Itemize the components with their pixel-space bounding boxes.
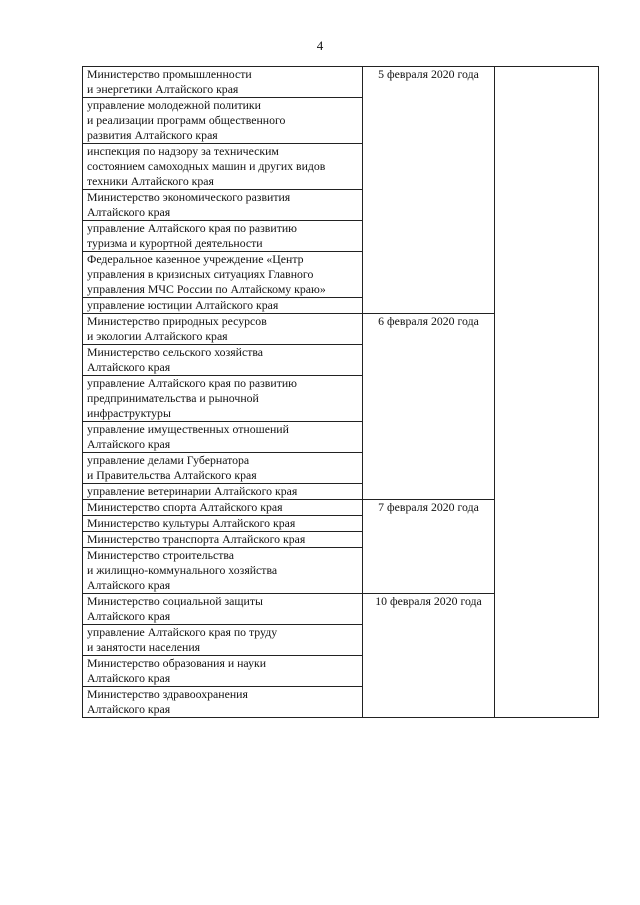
organization-cell: управление Алтайского края по труду и занятости населения (83, 625, 363, 656)
organization-cell: Министерство культуры Алтайского края (83, 516, 363, 532)
organization-cell: управление Алтайского края по развитию предпринимательства и рыночной инфраструктуры (83, 376, 363, 422)
organization-cell: Министерство природных ресурсов и экологии Алтайского края (83, 314, 363, 345)
organization-cell: Министерство образования и науки Алтайского края (83, 656, 363, 687)
schedule-body (83, 67, 599, 718)
organization-cell: Министерство строительства и жилищно-коммунального хозяйства Алтайского края (83, 548, 363, 594)
date-cell: 5 февраля 2020 года (363, 67, 495, 314)
organization-cell: инспекция по надзору за техническим состоянием самоходных машин и других видов техники Алтайского края (83, 144, 363, 190)
date-cell: 7 февраля 2020 года (363, 500, 495, 594)
empty-column-cell (495, 67, 599, 718)
organization-cell: Министерство здравоохранения Алтайского края (83, 687, 363, 718)
organization-cell: Федеральное казенное учреждение «Центр управления в кризисных ситуациях Главного управления МЧС России по Алтайскому краю» (83, 252, 363, 298)
organization-cell: Министерство социальной защиты Алтайского края (83, 594, 363, 625)
organization-cell: управление ветеринарии Алтайского края (83, 484, 363, 500)
organization-cell: Министерство промышленности и энергетики Алтайского края (83, 67, 363, 98)
organization-cell: управление делами Губернатора и Правительства Алтайского края (83, 453, 363, 484)
table-row (83, 67, 599, 98)
organization-cell: Министерство экономического развития Алтайского края (83, 190, 363, 221)
page-number: 4 (316, 38, 324, 53)
date-cell: 6 февраля 2020 года (363, 314, 495, 500)
organization-cell: управление юстиции Алтайского края (83, 298, 363, 314)
organization-cell: Министерство сельского хозяйства Алтайского края (83, 345, 363, 376)
date-cell: 10 февраля 2020 года (363, 594, 495, 718)
organization-cell: управление имущественных отношений Алтайского края (83, 422, 363, 453)
organization-cell: управление молодежной политики и реализации программ общественного развития Алтайского края (83, 98, 363, 144)
schedule-table (82, 66, 599, 718)
organization-cell: Министерство спорта Алтайского края (83, 500, 363, 516)
organization-cell: управление Алтайского края по развитию туризма и курортной деятельности (83, 221, 363, 252)
organization-cell: Министерство транспорта Алтайского края (83, 532, 363, 548)
